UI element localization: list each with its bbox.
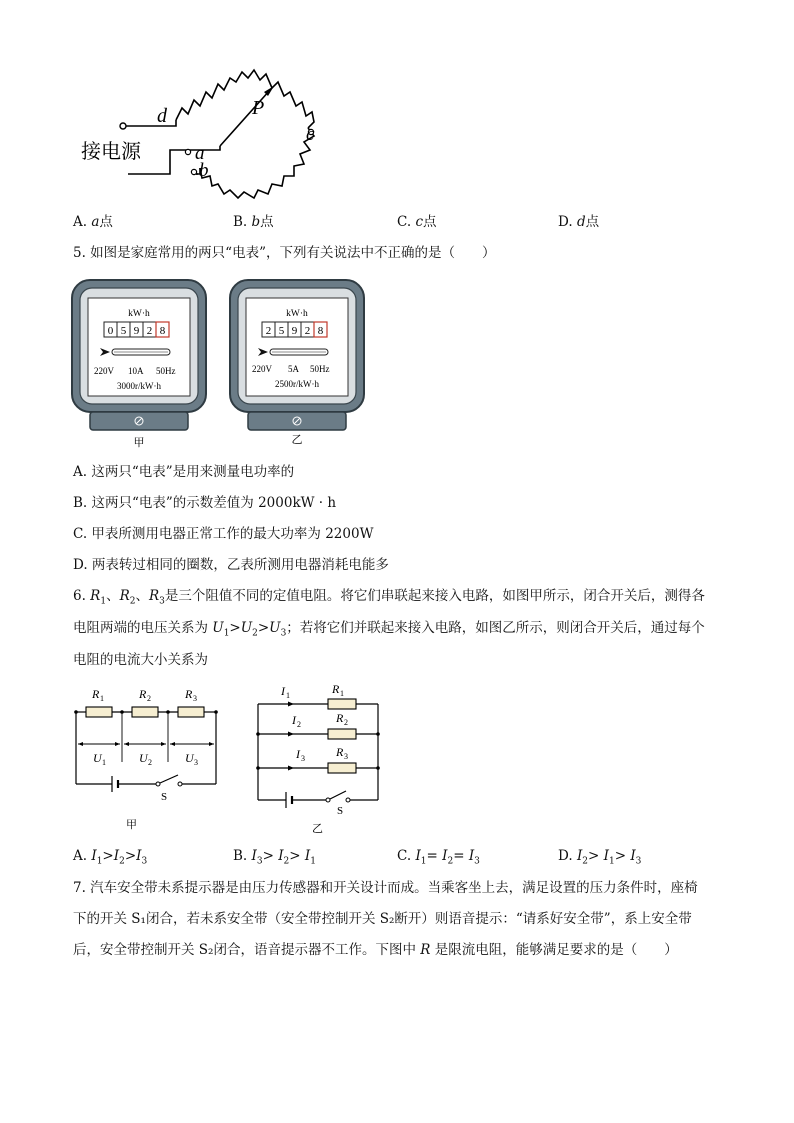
power-source-label: 接电源 [81, 141, 141, 163]
svg-text:8: 8 [159, 325, 166, 337]
q5-stem: 5. 如图是家庭常用的两只“电表”，下列有关说法中不正确的是（ ） [73, 245, 496, 261]
q6-option-d[interactable]: D. $I_2> I_1> I_3$ [558, 848, 642, 867]
svg-text:S: S [161, 791, 168, 803]
q5-option-c[interactable]: C. 甲表所测用电器正常工作的最大功率为 2200W [73, 526, 374, 542]
q6-option-a[interactable]: A. $I_1>I_2>I_3$ [73, 848, 148, 867]
q5-option-a[interactable]: A. 这两只“电表”是用来测量电功率的 [73, 464, 295, 480]
svg-text:3000r/kW·h: 3000r/kW·h [117, 381, 161, 391]
label-a: a [195, 143, 205, 164]
q5-option-d[interactable]: D. 两表转过相同的圈数，乙表所测用电器消耗电能多 [73, 557, 389, 573]
svg-text:S: S [337, 805, 344, 817]
svg-text:50Hz: 50Hz [156, 366, 176, 376]
svg-text:2: 2 [147, 694, 151, 703]
svg-text:R: R [332, 682, 340, 696]
label-b: b [199, 160, 209, 181]
svg-text:8: 8 [317, 325, 324, 337]
q4-option-a[interactable]: A. a点 [73, 214, 113, 230]
svg-text:3: 3 [344, 752, 348, 761]
svg-text:R: R [92, 687, 100, 701]
svg-text:50Hz: 50Hz [310, 364, 330, 374]
svg-text:I: I [296, 747, 300, 761]
svg-text:3: 3 [193, 694, 197, 703]
svg-text:R: R [185, 687, 193, 701]
meter-yi [228, 278, 368, 450]
svg-text:1: 1 [100, 694, 104, 703]
svg-text:I: I [292, 713, 296, 727]
svg-text:U: U [139, 751, 148, 765]
meter-yi-unit: kW·h [286, 309, 308, 319]
rheostat-figure [78, 62, 328, 202]
q6-line-2: 电阻两端的电压关系为 $U_1>U_2>U_3$；若将它们并联起来接入电路，如图乙所示，则闭合开关后，通过每个 [73, 620, 705, 639]
svg-text:2: 2 [265, 325, 272, 337]
svg-text:R: R [139, 687, 147, 701]
svg-text:3: 3 [194, 758, 198, 767]
q7-line-2: 下的开关 S₁闭合，若未系安全带（安全带控制开关 S₂断开）则语音提示：“请系好安全带”，系上安全带 [73, 911, 692, 927]
meter-yi-digits [262, 322, 327, 337]
svg-text:2500r/kW·h: 2500r/kW·h [275, 379, 319, 389]
fig-jia-caption: 甲 [126, 819, 137, 831]
parallel-circuit-yi [252, 680, 388, 840]
svg-text:2: 2 [148, 758, 152, 767]
svg-text:R: R [336, 711, 344, 725]
svg-text:5: 5 [120, 325, 127, 337]
svg-text:R: R [336, 745, 344, 759]
svg-text:220V: 220V [252, 364, 272, 374]
q5-option-b[interactable]: B. 这两只“电表”的示数差值为 2000kW · h [73, 495, 337, 511]
q4-option-c[interactable]: C. c点 [397, 214, 437, 230]
series-circuit-jia [68, 682, 228, 834]
svg-text:2: 2 [304, 325, 311, 337]
fig-yi-caption: 乙 [312, 823, 323, 835]
q7-line-3: 后，安全带控制开关 S₂闭合，语音提示器不工作。下图中 R 是限流电阻，能够满足要求的是（ ） [73, 942, 678, 958]
svg-text:U: U [93, 751, 102, 765]
svg-text:5A: 5A [288, 364, 299, 374]
svg-text:3: 3 [301, 754, 305, 763]
svg-text:2: 2 [146, 325, 153, 337]
q4-option-b[interactable]: B. b点 [233, 214, 274, 230]
q6-line-3: 电阻的电流大小关系为 [73, 652, 208, 668]
q4-option-d[interactable]: D. d点 [558, 214, 600, 230]
meter-jia-unit: kW·h [128, 309, 150, 319]
svg-text:2: 2 [344, 718, 348, 727]
meter-jia-label: 甲 [133, 437, 145, 449]
svg-text:220V: 220V [94, 366, 114, 376]
meter-jia-digits [104, 322, 169, 337]
svg-text:1: 1 [286, 691, 290, 700]
svg-text:10A: 10A [128, 366, 144, 376]
q7-line-1: 7. 汽车安全带未系提示器是由压力传感器和开关设计而成。当乘客坐上去，满足设置的压力条件时，座椅 [73, 880, 698, 896]
svg-text:0: 0 [107, 325, 114, 337]
label-P: P [252, 97, 265, 119]
svg-text:5: 5 [278, 325, 285, 337]
svg-text:1: 1 [102, 758, 106, 767]
svg-text:I: I [281, 684, 285, 698]
svg-text:1: 1 [340, 689, 344, 698]
svg-text:2: 2 [297, 720, 301, 729]
svg-text:U: U [185, 751, 194, 765]
label-d: d [157, 105, 167, 127]
q6-option-c[interactable]: C. $I_1= I_2= I_3$ [397, 848, 480, 867]
meter-jia [70, 278, 210, 450]
svg-text:9: 9 [291, 325, 298, 337]
svg-text:9: 9 [133, 325, 140, 337]
q6-option-b[interactable]: B. $I_3> I_2> I_1$ [233, 848, 316, 867]
label-c: c [306, 124, 315, 145]
q6-line-1: 6. $R_1$、$R_2$、$R_3$是三个阻值不同的定值电阻。将它们串联起来接入电路，如图甲所示，闭合开关后，测得各 [73, 588, 705, 607]
meter-yi-label: 乙 [291, 434, 303, 446]
